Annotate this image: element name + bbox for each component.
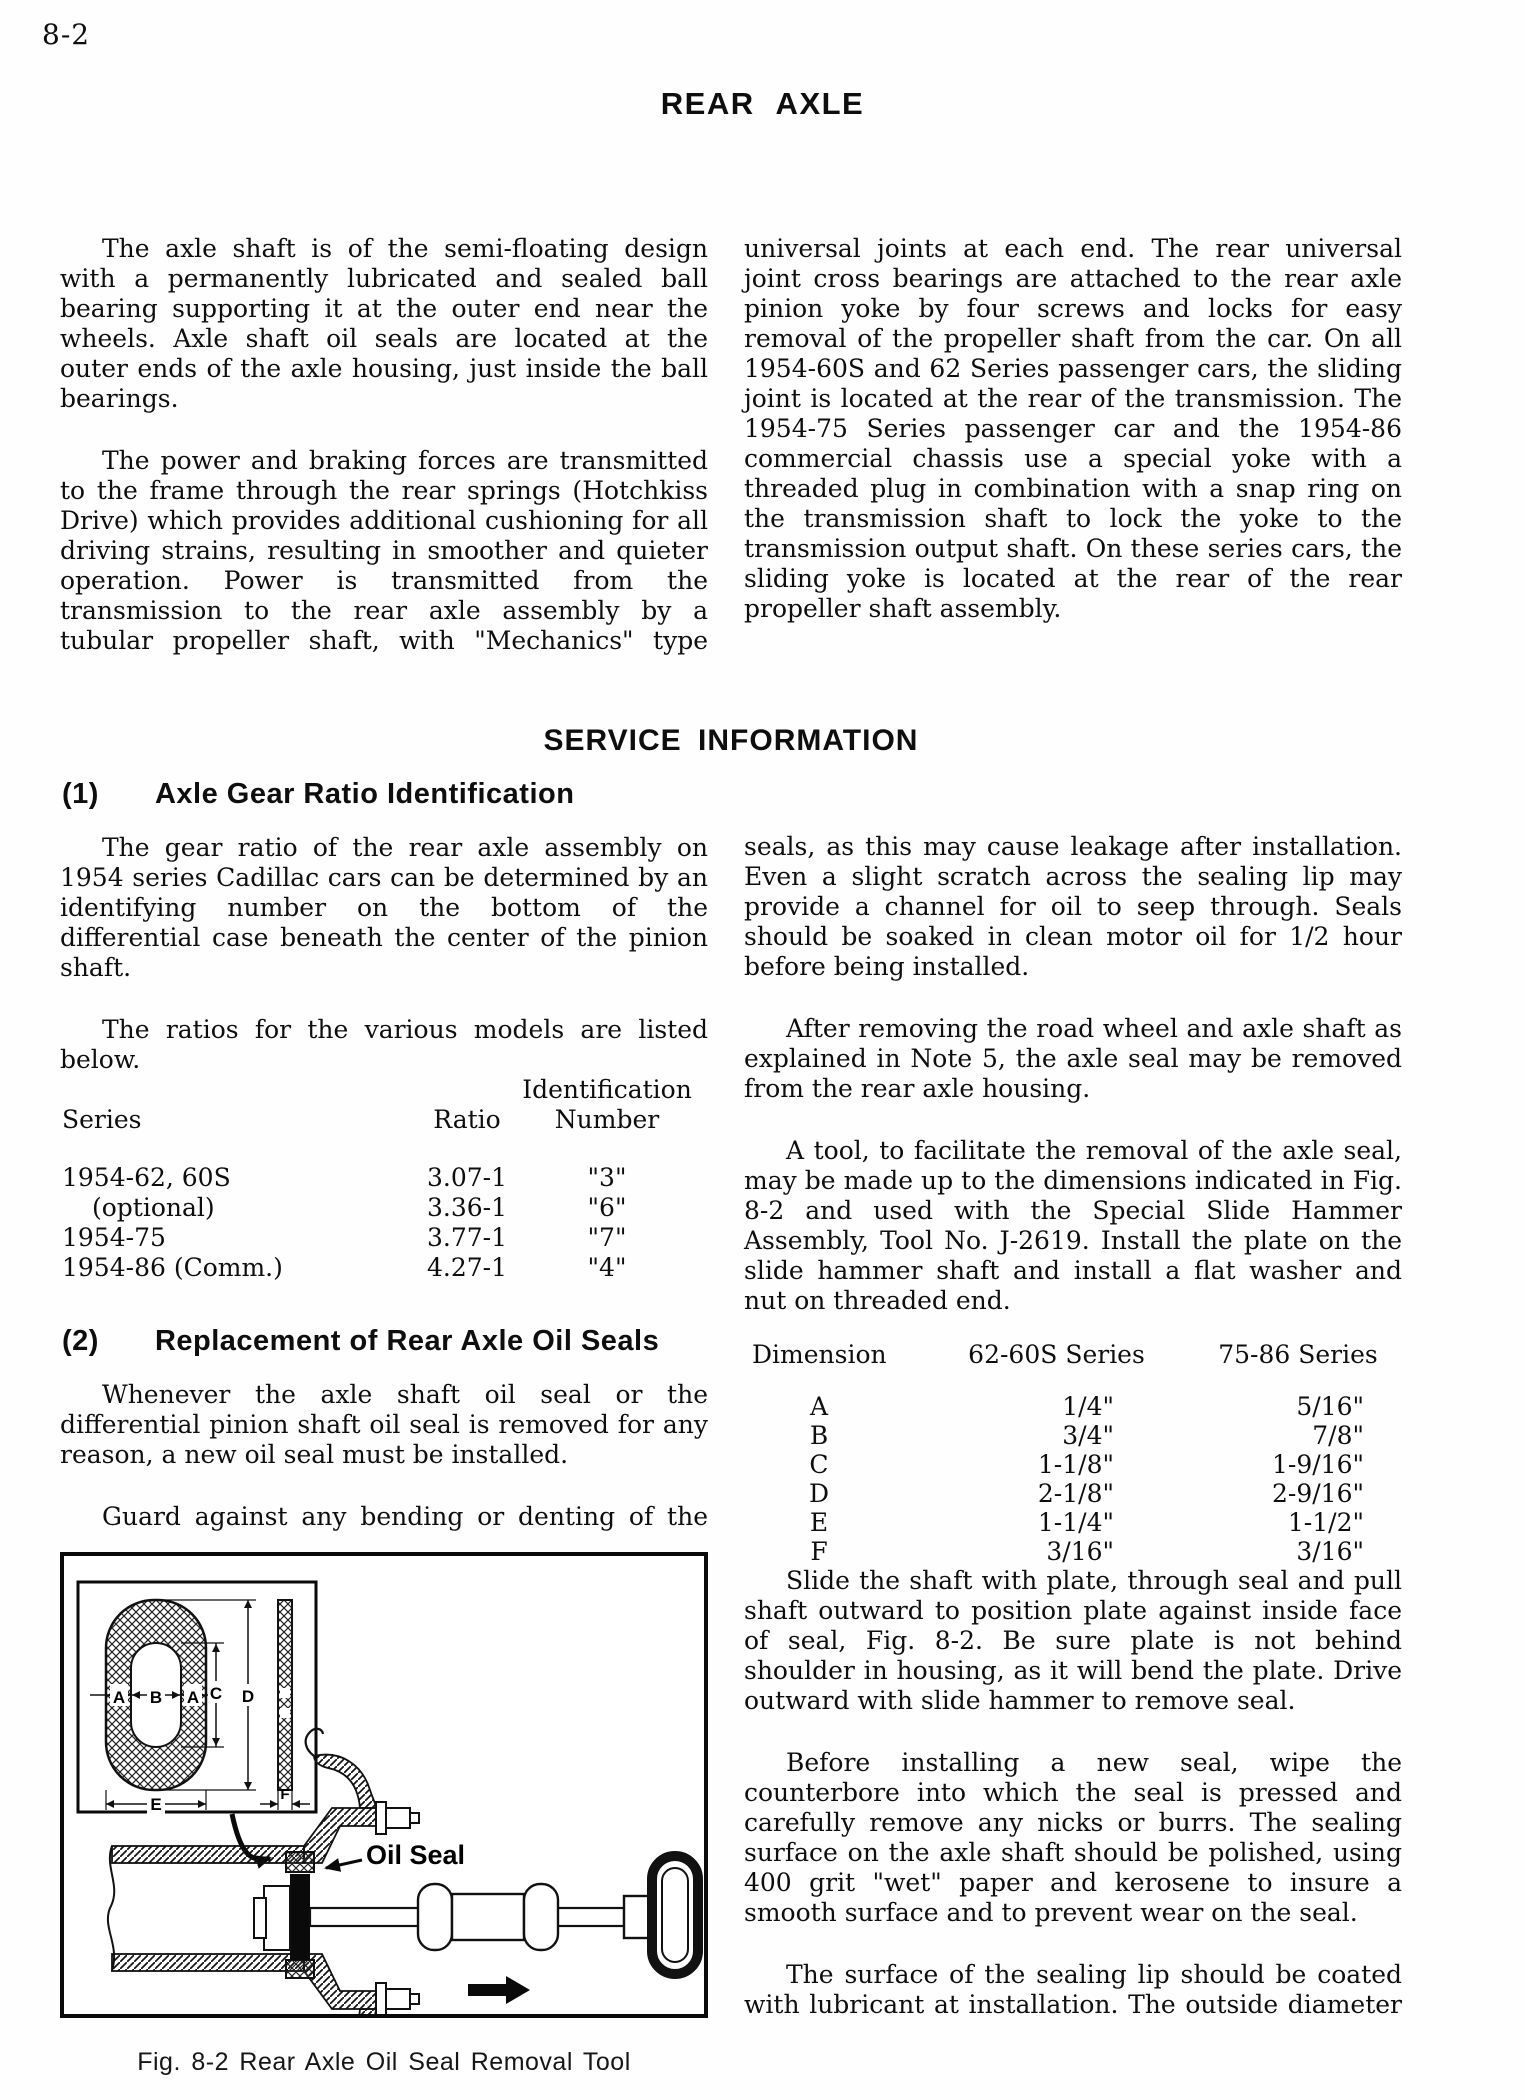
seal-plate-installed xyxy=(290,1874,310,1960)
dimension-label-b: B xyxy=(149,1688,163,1707)
table-header-row xyxy=(62,1105,708,1135)
dimension-label-d: D xyxy=(241,1687,255,1706)
table-row xyxy=(744,1508,1402,1537)
paragraph: The power and braking forces are transmitted to the frame through the rear springs (Hotchkiss Drive) which provides additional cushioning for all driving strains, resulting in smoother and quieter operation. Power is transmitted from the transmission to the rear axle assembly by a tubular propeller shaft, with "Mechanics" type xyxy=(60,446,708,655)
tool-handle xyxy=(652,1856,698,1974)
service-information-heading: SERVICE INFORMATION xyxy=(543,724,919,757)
page-title: REAR AXLE xyxy=(660,86,865,121)
cell-series: 1954-62, 60S xyxy=(62,1163,231,1192)
cell-dimension: A xyxy=(809,1392,829,1421)
slide-hammer-tool xyxy=(310,1856,698,1974)
slide-weight xyxy=(452,1894,524,1940)
cell-series: 1954-86 (Comm.) xyxy=(62,1253,283,1282)
oil-seal-pointer-arrow xyxy=(326,1860,362,1868)
cell-series: (optional) xyxy=(92,1193,215,1222)
oil-seal-section-upper xyxy=(286,1852,314,1872)
cell-75-86: 2-9/16" xyxy=(1272,1479,1364,1508)
dimension-label-f: F xyxy=(280,1786,290,1803)
cell-ratio: 3.07-1 xyxy=(426,1163,508,1192)
cell-62-60s: 3/16" xyxy=(1046,1537,1114,1566)
section-1-heading xyxy=(62,778,708,811)
cell-series: 1954-75 xyxy=(62,1223,166,1252)
paragraph: The gear ratio of the rear axle assembly on 1954 series Cadillac cars can be determined by an identifying number on the bottom of the differential case beneath the center of the pinion shaft. xyxy=(60,833,708,982)
dimension-label-a-right: A xyxy=(186,1688,200,1707)
cell-62-60s: 1-1/4" xyxy=(1037,1508,1114,1537)
intro-left-column xyxy=(60,234,708,688)
column-header-62-60s: 62-60S Series xyxy=(968,1340,1145,1369)
table-row xyxy=(62,1193,708,1223)
paragraph: Before installing a new seal, wipe the counterbore into which the seal is pressed and carefully remove any nicks or burrs. The sealing surface on the axle shaft should be polished, using 400 grit "wet" paper and kerosene to insure a smooth surface and to prevent wear on the seal. xyxy=(744,1748,1402,1927)
cell-62-60s: 3/4" xyxy=(1062,1421,1114,1450)
paragraph: Guard against any bending or denting of the xyxy=(102,1502,708,1531)
column-header-ratio: Ratio xyxy=(433,1105,501,1134)
table-row xyxy=(744,1537,1402,1566)
paragraph: After removing the road wheel and axle shaft as explained in Note 5, the axle seal may be removed from the rear axle housing. xyxy=(744,1014,1402,1103)
table-spacer xyxy=(62,1135,708,1163)
column-header-75-86: 75-86 Series xyxy=(1218,1340,1378,1369)
main-left-column xyxy=(60,778,708,2077)
cell-id: "7" xyxy=(587,1223,627,1252)
hub-detail xyxy=(264,1886,290,1950)
cell-ratio: 3.77-1 xyxy=(426,1223,508,1252)
paragraph: Whenever the axle shaft oil seal or the differential pinion shaft oil seal is removed for any reason, a new oil seal must be installed. xyxy=(60,1380,708,1469)
table-header-row xyxy=(62,1075,708,1105)
column-header-dimension: Dimension xyxy=(752,1340,887,1369)
column-header-identification: Identification xyxy=(522,1075,692,1104)
column-header-number: Number xyxy=(554,1105,660,1134)
cell-dimension: B xyxy=(809,1421,829,1450)
main-section xyxy=(60,778,1402,2077)
intro-right-column xyxy=(744,234,1402,688)
oil-seal-label: Oil Seal xyxy=(366,1840,466,1870)
page-content xyxy=(60,234,1402,2077)
cell-dimension: C xyxy=(809,1450,829,1479)
cell-75-86: 1-1/2" xyxy=(1287,1508,1364,1537)
paragraph: The ratios for the various models are listed below. xyxy=(60,1015,708,1074)
section-2-number: (2) xyxy=(62,1325,99,1357)
column-header-series: Series xyxy=(62,1105,142,1134)
table-row xyxy=(62,1163,708,1193)
seal-plate-inset xyxy=(78,1582,316,1814)
oil-seal-removal-tool-diagram xyxy=(64,1556,704,2014)
housing-break-line xyxy=(108,1846,114,1971)
cell-id: "6" xyxy=(587,1193,627,1222)
cell-75-86: 5/16" xyxy=(1296,1392,1364,1421)
cell-62-60s: 1/4" xyxy=(1062,1392,1114,1421)
upper-bolt xyxy=(386,1808,410,1828)
table-row xyxy=(744,1450,1402,1479)
table-header-row xyxy=(744,1340,1402,1369)
pull-direction-arrow xyxy=(468,1976,530,2004)
paragraph: universal joints at each end. The rear universal joint cross bearings are attached to the rear axle pinion yoke by four screws and locks for easy removal of the propeller shaft from the car. On all 1954-60S and 62 Series passenger cars, the sliding joint is located at the rear of the transmission. The 1954-75 Series passenger car and the 1954-86 commercial chassis use a special yoke with a threaded plug in combination with a snap ring on the transmission shaft to lock the yoke to the transmission output shaft. On these series cars, the sliding yoke is located at the rear of the rear propeller shaft assembly. xyxy=(744,234,1402,623)
cell-ratio: 4.27-1 xyxy=(426,1253,508,1282)
cell-dimension: D xyxy=(808,1479,830,1508)
cell-75-86: 1-9/16" xyxy=(1272,1450,1364,1479)
table-row xyxy=(62,1253,708,1283)
cell-dimension: E xyxy=(809,1508,829,1537)
dimension-label-e: E xyxy=(150,1795,162,1814)
section-1-number: (1) xyxy=(62,778,99,810)
cell-62-60s: 2-1/8" xyxy=(1037,1479,1114,1508)
paragraph: The surface of the sealing lip should be coated with lubricant at installation. The outside diameter xyxy=(744,1960,1402,2019)
paragraph: A tool, to facilitate the removal of the axle seal, may be made up to the dimensions indicated in Fig. 8-2 and used with the Special Slide Hammer Assembly, Tool No. J-2619. Install the plate on the slide hammer shaft and install a flat washer and nut on threaded end. xyxy=(744,1136,1402,1315)
lower-bolt xyxy=(386,1989,410,2009)
section-2-title: Replacement of Rear Axle Oil Seals xyxy=(154,1325,660,1357)
table-row xyxy=(62,1223,708,1253)
cell-62-60s: 1-1/8" xyxy=(1037,1450,1114,1479)
paragraph: The axle shaft is of the semi-floating design with a permanently lubricated and sealed ball bearing supporting it at the outer end near the wheels. Axle shaft oil seals are located at the outer ends of the axle housing, just inside the ball bearings. xyxy=(60,234,708,413)
cell-dimension: F xyxy=(810,1537,828,1566)
dimension-table xyxy=(744,1340,1402,1566)
upper-dust-shield xyxy=(314,1755,376,1808)
cell-ratio: 3.36-1 xyxy=(426,1193,508,1222)
paragraph: seals, as this may cause leakage after installation. Even a slight scratch across the sealing lip may provide a channel for oil to seep through. Seals should be soaked in clean motor oil for 1/2 hour before being installed. xyxy=(744,832,1402,981)
section-1-title: Axle Gear Ratio Identification xyxy=(154,778,575,810)
section-2-heading xyxy=(62,1325,708,1358)
cell-75-86: 7/8" xyxy=(1312,1421,1364,1450)
dimension-label-c: C xyxy=(209,1684,223,1703)
cell-75-86: 3/16" xyxy=(1296,1537,1364,1566)
paragraph: Slide the shaft with plate, through seal and pull shaft outward to position plate against inside face of seal, Fig. 8-2. Be sure plate is not behind shoulder in housing, as it will bend the plate. Drive outward with slide hammer to remove seal. xyxy=(744,1566,1402,1715)
table-row xyxy=(744,1392,1402,1421)
intro-section xyxy=(60,234,1402,688)
cell-id: "3" xyxy=(587,1163,627,1192)
page-number: 8-2 xyxy=(42,18,91,51)
table-row xyxy=(744,1421,1402,1450)
figure-8-2 xyxy=(60,1552,708,2018)
gear-ratio-table xyxy=(62,1075,708,1283)
table-row xyxy=(744,1479,1402,1508)
cell-id: "4" xyxy=(587,1253,627,1282)
figure-caption: Fig. 8-2 Rear Axle Oil Seal Removal Tool xyxy=(137,2048,631,2076)
main-right-column xyxy=(744,778,1402,2077)
dimension-label-a-left: A xyxy=(112,1688,126,1707)
oil-seal-section-lower xyxy=(286,1960,314,1978)
